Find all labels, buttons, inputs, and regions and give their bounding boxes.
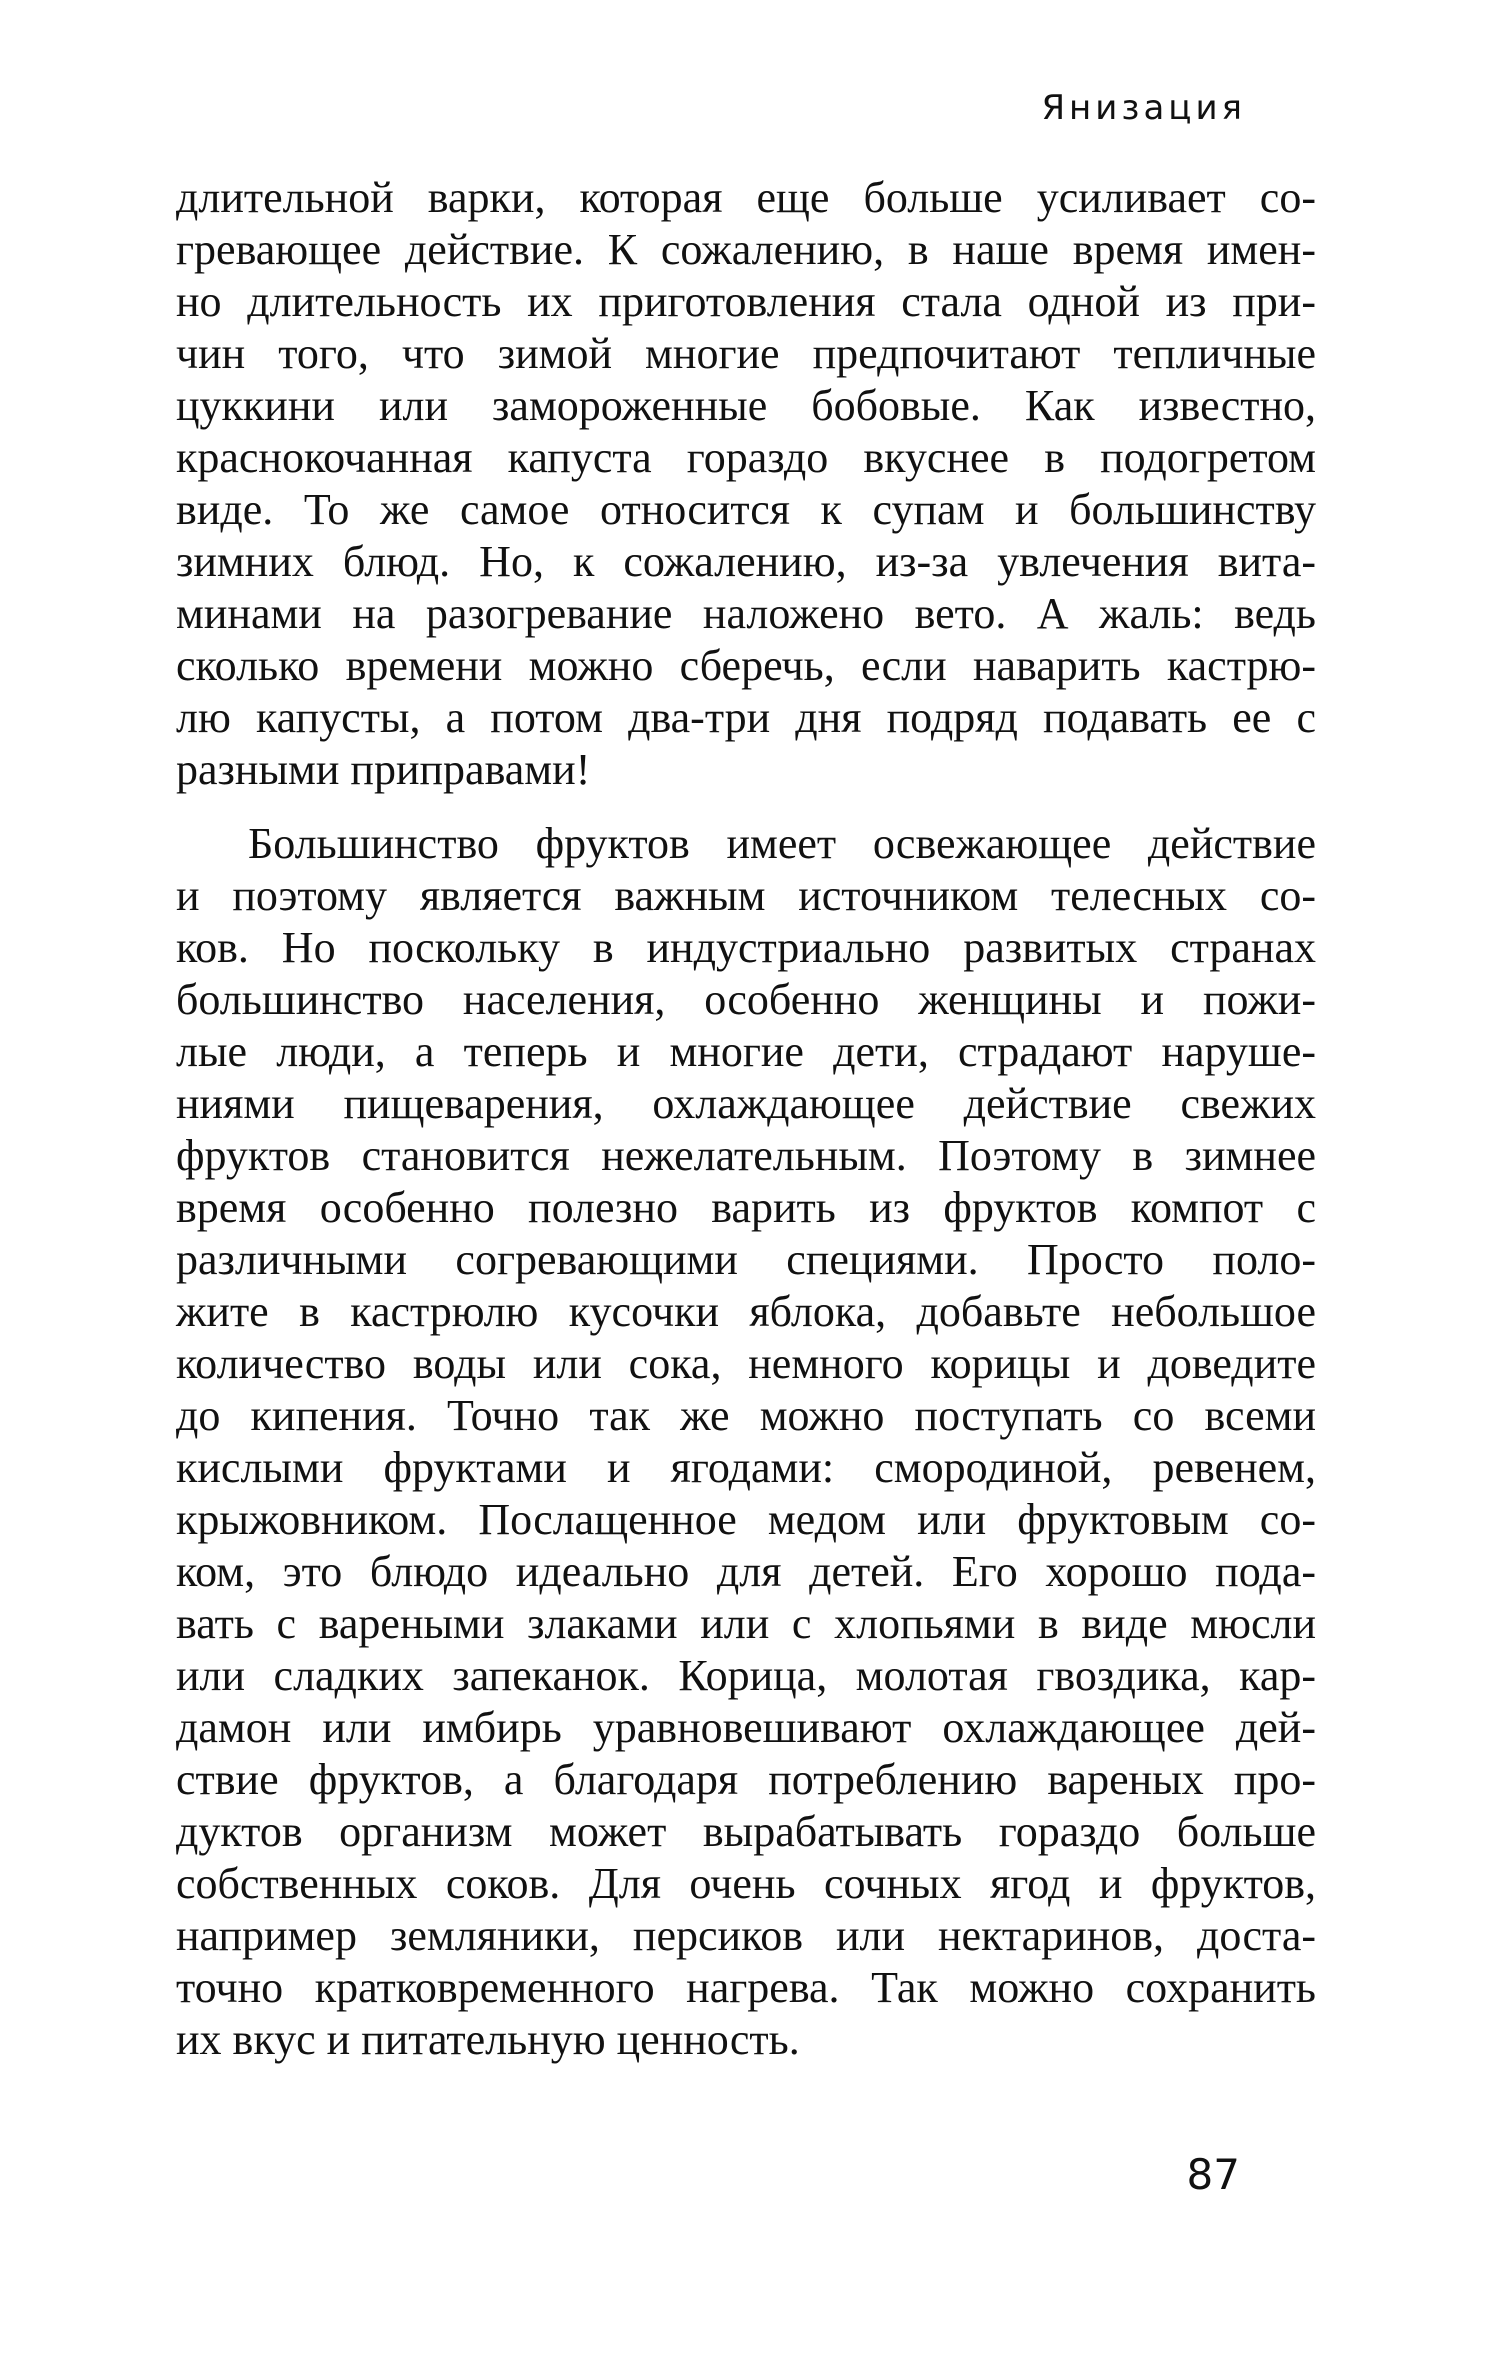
text-line: ков. Но поскольку в индустриально развитых странах	[176, 923, 1316, 972]
text-line: их вкус и питательную ценность.	[176, 2015, 800, 2064]
text-line: крыжовником. Послащенное медом или фруктовым со-	[176, 1495, 1316, 1544]
text-line: время особенно полезно варить из фруктов компот с	[176, 1183, 1316, 1232]
text-line: ствие фруктов, а благодаря потреблению вареных про-	[176, 1755, 1316, 1804]
text-line: например земляники, персиков или нектаринов, доста-	[176, 1911, 1316, 1960]
text-line: собственных соков. Для очень сочных ягод и фруктов,	[176, 1859, 1316, 1908]
text-line: точно кратковременного нагрева. Так можно сохранить	[176, 1963, 1316, 2012]
text-line: разными приправами!	[176, 745, 591, 794]
text-line: кислыми фруктами и ягодами: смородиной, ревенем,	[176, 1443, 1316, 1492]
text-line: различными согревающими специями. Просто поло-	[176, 1235, 1316, 1284]
text-line: сколько времени можно сберечь, если наварить кастрю-	[176, 641, 1316, 690]
text-line: или сладких запеканок. Корица, молотая гвоздика, кар-	[176, 1651, 1316, 1700]
text-line: минами на разогревание наложено вето. А жаль: ведь	[176, 589, 1316, 638]
body-text	[176, 172, 1316, 2066]
text-line: Большинство фруктов имеет освежающее действие	[248, 819, 1316, 868]
text-line: дамон или имбирь уравновешивают охлаждающее дей-	[176, 1703, 1316, 1752]
text-line: ниями пищеварения, охлаждающее действие свежих	[176, 1079, 1316, 1128]
text-line: лые люди, а теперь и многие дети, страдают наруше-	[176, 1027, 1316, 1076]
text-line: фруктов становится нежелательным. Поэтому в зимнее	[176, 1131, 1316, 1180]
text-line: гревающее действие. К сожалению, в наше время имен-	[176, 225, 1316, 274]
running-header: Янизация	[1041, 88, 1246, 128]
text-line: лю капусты, а потом два-три дня подряд подавать ее с	[176, 693, 1316, 742]
text-line: дуктов организм может вырабатывать гораздо больше	[176, 1807, 1316, 1856]
text-line: жите в кастрюлю кусочки яблока, добавьте небольшое	[176, 1287, 1316, 1336]
paragraph	[176, 172, 1316, 796]
text-line: зимних блюд. Но, к сожалению, из-за увлечения вита-	[176, 537, 1316, 586]
text-line: большинство населения, особенно женщины и пожи-	[176, 975, 1316, 1024]
paragraph	[176, 818, 1316, 2066]
text-line: чин того, что зимой многие предпочитают тепличные	[176, 329, 1316, 378]
page-number: 87	[1186, 2150, 1240, 2199]
text-line: вать с вареными злаками или с хлопьями в виде мюсли	[176, 1599, 1316, 1648]
text-line: но длительность их приготовления стала одной из при-	[176, 277, 1316, 326]
text-line: до кипения. Точно так же можно поступать со всеми	[176, 1391, 1316, 1440]
text-line: длительной варки, которая еще больше усиливает со-	[176, 173, 1316, 222]
text-line: виде. То же самое относится к супам и большинству	[176, 485, 1316, 534]
text-line: ком, это блюдо идеально для детей. Его хорошо пода-	[176, 1547, 1316, 1596]
text-line: и поэтому является важным источником телесных со-	[176, 871, 1316, 920]
text-line: количество воды или сока, немного корицы и доведите	[176, 1339, 1316, 1388]
text-line: краснокочанная капуста гораздо вкуснее в подогретом	[176, 433, 1316, 482]
text-line: цуккини или замороженные бобовые. Как известно,	[176, 381, 1316, 430]
